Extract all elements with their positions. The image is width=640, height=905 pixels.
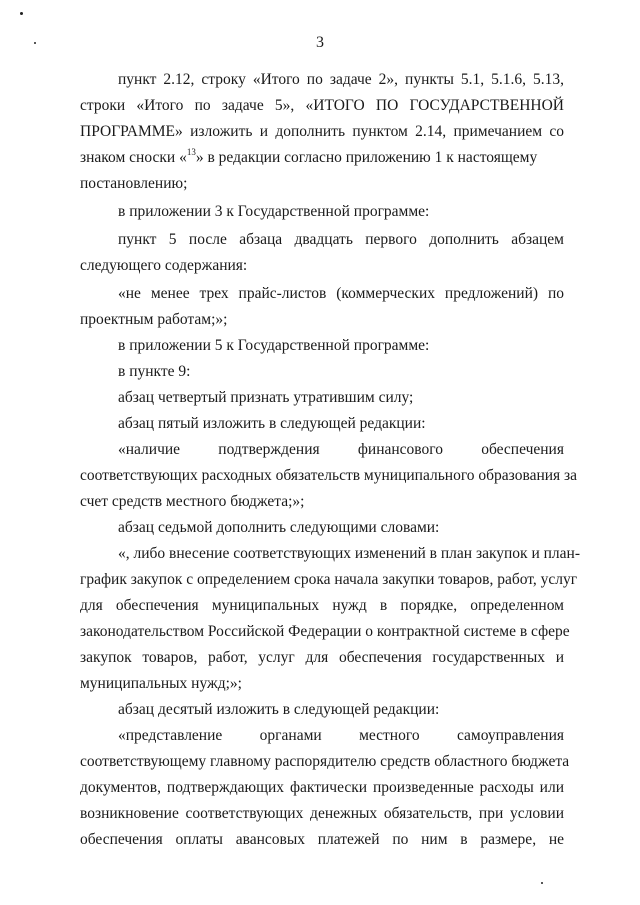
text-line: строки «Итого по задаче 5», «ИТОГО ПО ГОСУДАРСТВЕННОЙ <box>80 97 564 114</box>
text-line-with-footnote <box>80 148 564 168</box>
text-line: ПРОГРАММЕ» изложить и дополнить пунктом 2.14, примечанием со <box>80 123 564 140</box>
text-line: счет средств местного бюджета;»; <box>80 493 305 510</box>
text-line: законодательством Российской Федерации о контрактной системе в сфере <box>80 623 570 640</box>
text-line: возникновение соответствующих денежных обязательств, при условии <box>80 805 564 822</box>
text-line: пункт 5 после абзаца двадцать первого дополнить абзацем <box>118 231 564 248</box>
text-line: пункт 2.12, строку «Итого по задаче 2», пункты 5.1, 5.1.6, 5.13, <box>118 71 564 88</box>
text-fragment: » в редакции согласно приложению 1 к настоящему <box>195 149 538 166</box>
text-line: «, либо внесение соответствующих изменений в план закупок и план- <box>118 545 581 562</box>
text-line: абзац четвертый признать утратившим силу; <box>118 389 414 406</box>
text-fragment: знаком сноски « <box>80 149 187 166</box>
text-line: «наличие подтверждения финансового обеспечения <box>118 441 564 458</box>
footnote-mark: 13 <box>186 147 196 157</box>
scan-speck <box>20 12 23 15</box>
text-line: «не менее трех прайс-листов (коммерческих предложений) по <box>118 285 564 302</box>
text-line: график закупок с определением срока начала закупки товаров, работ, услуг <box>80 571 578 588</box>
text-line: абзац десятый изложить в следующей редакции: <box>118 701 440 718</box>
text-line: следующего содержания: <box>80 257 248 274</box>
text-line: в приложении 3 к Государственной программе: <box>118 203 430 220</box>
text-line: абзац пятый изложить в следующей редакции: <box>118 415 426 432</box>
text-line: постановлению; <box>80 175 188 192</box>
text-line: закупок товаров, работ, услуг для обеспечения государственных и <box>80 649 564 666</box>
text-line: проектным работам;»; <box>80 311 228 328</box>
text-line: обеспечения оплаты авансовых платежей по ним в размере, не <box>80 831 564 848</box>
text-line: муниципальных нужд;»; <box>80 675 242 692</box>
text-line: документов, подтверждающих фактически произведенные расходы или <box>80 779 564 796</box>
scan-speck <box>541 882 543 884</box>
page-number: 3 <box>316 34 324 51</box>
text-line: в пункте 9: <box>118 363 191 380</box>
text-line: для обеспечения муниципальных нужд в порядке, определенном <box>80 597 564 614</box>
text-line: «представление органами местного самоуправления <box>118 727 564 744</box>
text-line: абзац седьмой дополнить следующими словами: <box>118 519 440 536</box>
text-line: в приложении 5 к Государственной программе: <box>118 337 430 354</box>
text-line: соответствующему главному распорядителю средств областного бюджета <box>80 753 570 770</box>
text-line: соответствующих расходных обязательств муниципального образования за <box>80 467 578 484</box>
